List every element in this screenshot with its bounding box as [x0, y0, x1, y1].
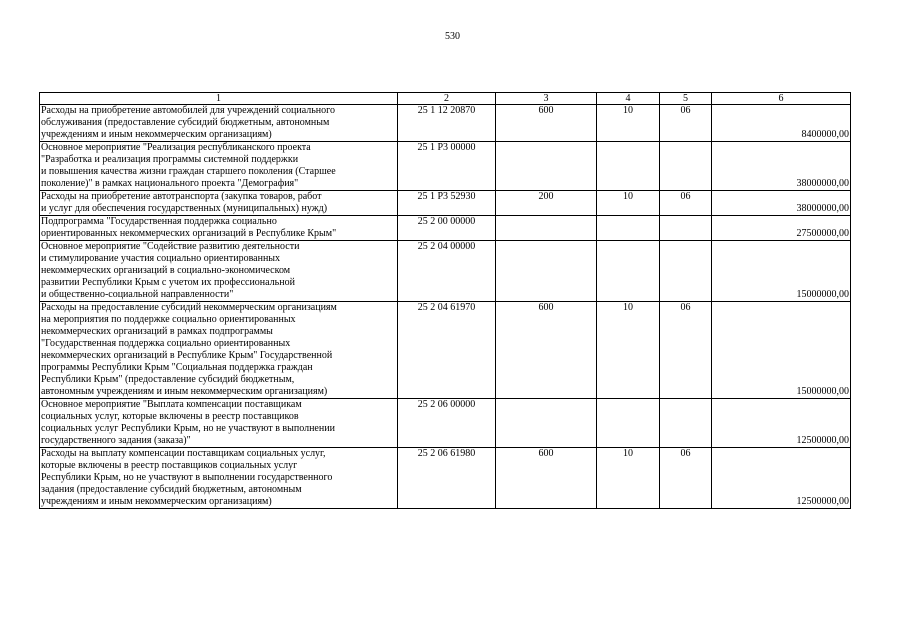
row-code-cell: 25 2 04 61970 [398, 302, 496, 399]
row-code-cell: 25 2 04 00000 [398, 241, 496, 302]
row-code-cell: 25 1 12 20870 [398, 105, 496, 142]
row-col5-cell [660, 142, 712, 191]
row-amount-cell: 15000000,00 [712, 302, 851, 399]
row-amount-cell: 8400000,00 [712, 105, 851, 142]
row-code-cell: 25 1 P3 00000 [398, 142, 496, 191]
row-name-cell: Расходы на предоставление субсидий некоммерческим организациям на мероприятия по поддержке социально ориентированных некоммерческих организаций в рамках подпрограммы "Государственная поддержка социально ориентированных некоммерческих организаций в Республике Крым" Государственной программы Республики Крым "Социальная поддержка граждан Республики Крым" (предоставление субсидий бюджетным, автономным учреждениям и иным некоммерческим организациям) [40, 302, 398, 399]
table-row [40, 241, 851, 302]
row-amount-cell: 15000000,00 [712, 241, 851, 302]
column-header-5: 5 [660, 93, 712, 105]
row-col3-cell: 200 [496, 191, 597, 216]
row-col5-cell [660, 241, 712, 302]
row-col3-cell [496, 399, 597, 448]
row-col5-cell [660, 399, 712, 448]
row-col3-cell [496, 241, 597, 302]
table-row [40, 216, 851, 241]
row-name-cell: Расходы на выплату компенсации поставщикам социальных услуг, которые включены в реестр поставщиков социальных услуг Республики Крым, но не участвуют в выполнении государственного задания (предоставление субсидий бюджетным, автономным учреждениям и иным некоммерческим организациям) [40, 448, 398, 509]
table-row [40, 448, 851, 509]
row-col4-cell [597, 399, 660, 448]
table-row [40, 142, 851, 191]
row-name-cell: Основное мероприятие "Содействие развитию деятельности и стимулирование участия социально ориентированных некоммерческих организаций в социально-экономическом развитии Республики Крым с учетом их профессиональной и общественно-социальной направленности" [40, 241, 398, 302]
row-col3-cell: 600 [496, 302, 597, 399]
row-name-cell: Расходы на приобретение автомобилей для учреждений социального обслуживания (предоставление субсидий бюджетным, автономным учреждениям и иным некоммерческим организациям) [40, 105, 398, 142]
row-col4-cell [597, 216, 660, 241]
column-header-4: 4 [597, 93, 660, 105]
row-col3-cell: 600 [496, 105, 597, 142]
row-col4-cell: 10 [597, 191, 660, 216]
row-col5-cell: 06 [660, 302, 712, 399]
row-col4-cell [597, 142, 660, 191]
column-header-1: 1 [40, 93, 398, 105]
row-col5-cell: 06 [660, 105, 712, 142]
table-row [40, 191, 851, 216]
page-number: 530 [445, 31, 460, 42]
row-amount-cell: 12500000,00 [712, 448, 851, 509]
row-amount-cell: 38000000,00 [712, 191, 851, 216]
row-code-cell: 25 1 P3 52930 [398, 191, 496, 216]
row-col5-cell: 06 [660, 448, 712, 509]
row-name-cell: Подпрограмма "Государственная поддержка социально ориентированных некоммерческих организаций в Республике Крым" [40, 216, 398, 241]
row-name-cell: Основное мероприятие "Реализация республиканского проекта "Разработка и реализация программы системной поддержки и повышения качества жизни граждан старшего поколения (Старшее поколение)" в рамках национального проекта "Демография" [40, 142, 398, 191]
row-name-cell: Основное мероприятие "Выплата компенсации поставщикам социальных услуг, которые включены в реестр поставщиков социальных услуг Республики Крым, но не участвуют в выполнении государственного задания (заказа)" [40, 399, 398, 448]
column-header-6: 6 [712, 93, 851, 105]
row-code-cell: 25 2 06 61980 [398, 448, 496, 509]
row-col3-cell [496, 142, 597, 191]
column-header-2: 2 [398, 93, 496, 105]
row-col5-cell: 06 [660, 191, 712, 216]
header-row [40, 93, 851, 105]
row-col3-cell [496, 216, 597, 241]
row-col4-cell: 10 [597, 448, 660, 509]
row-amount-cell: 38000000,00 [712, 142, 851, 191]
row-col5-cell [660, 216, 712, 241]
row-col4-cell: 10 [597, 105, 660, 142]
row-col4-cell: 10 [597, 302, 660, 399]
budget-table [39, 92, 851, 509]
row-amount-cell: 27500000,00 [712, 216, 851, 241]
row-col3-cell: 600 [496, 448, 597, 509]
table-row [40, 399, 851, 448]
table-row [40, 105, 851, 142]
row-col4-cell [597, 241, 660, 302]
row-code-cell: 25 2 00 00000 [398, 216, 496, 241]
column-header-3: 3 [496, 93, 597, 105]
row-name-cell: Расходы на приобретение автотранспорта (закупка товаров, работ и услуг для обеспечения государственных (муниципальных) нужд) [40, 191, 398, 216]
row-code-cell: 25 2 06 00000 [398, 399, 496, 448]
table-row [40, 302, 851, 399]
row-amount-cell: 12500000,00 [712, 399, 851, 448]
